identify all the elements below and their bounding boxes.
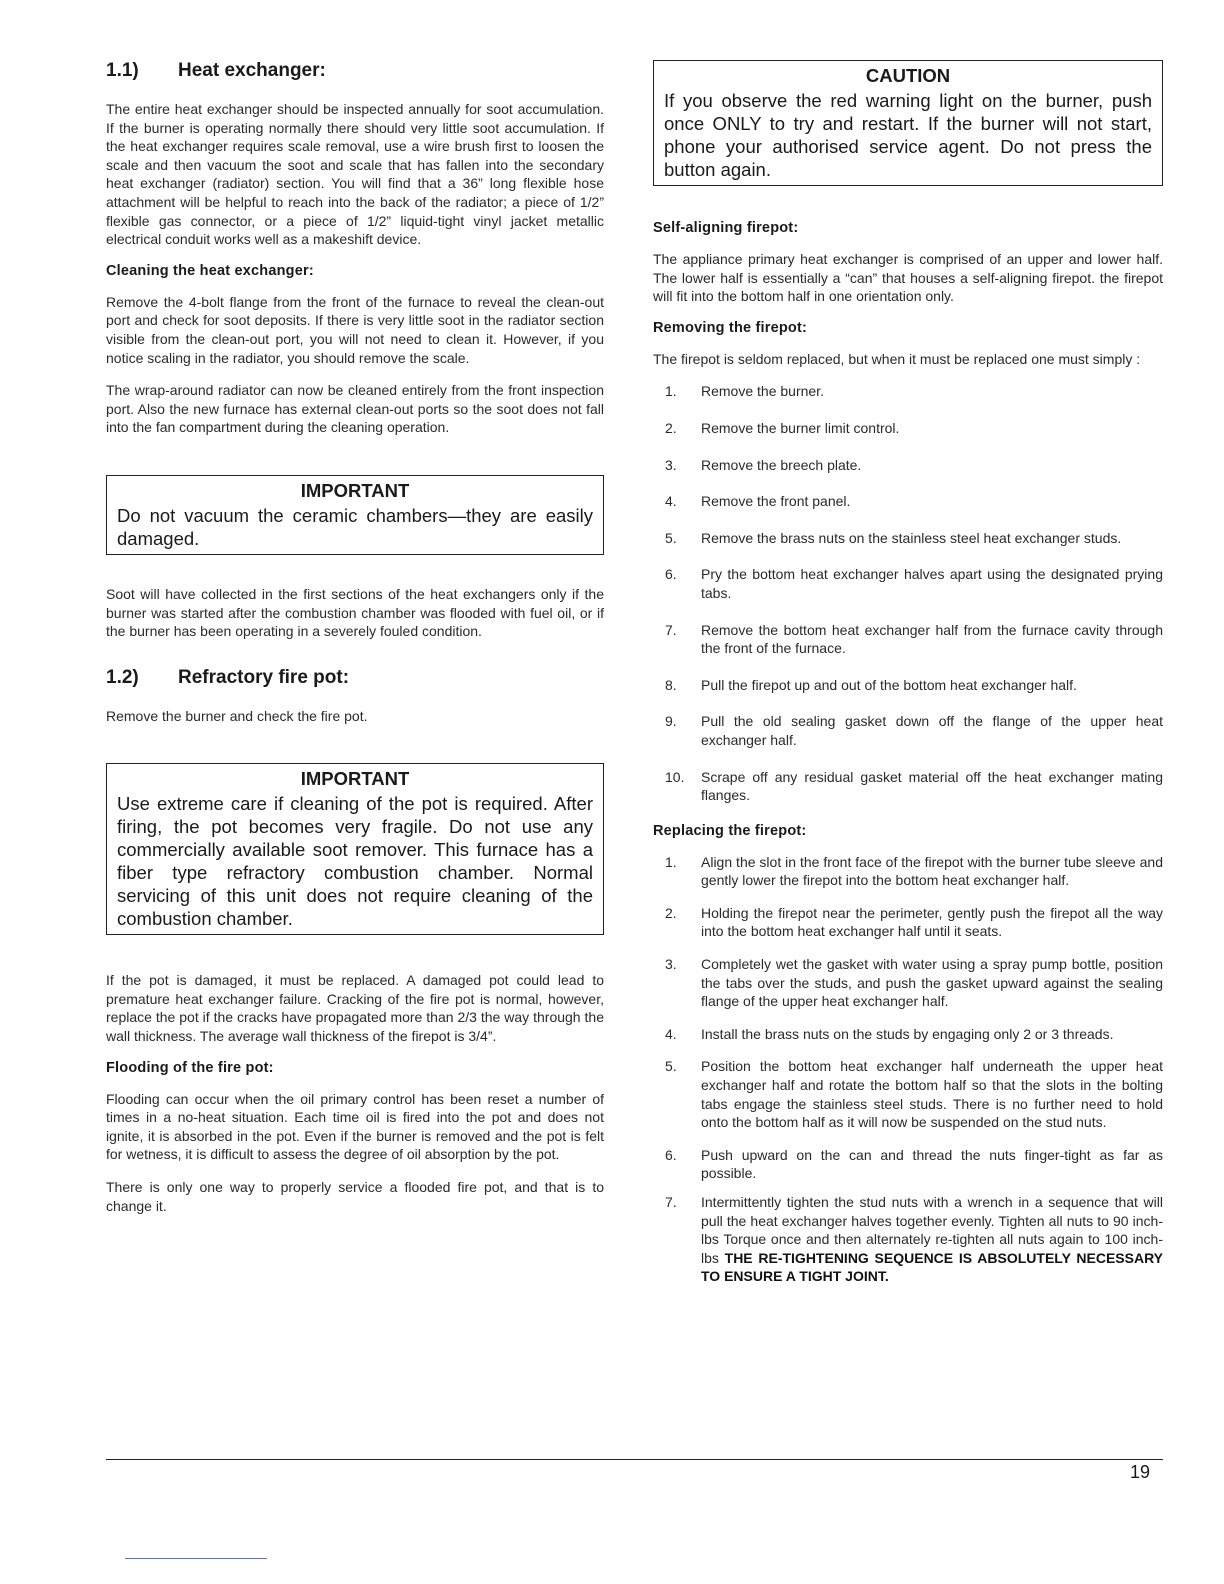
right-column [653, 60, 1163, 1300]
list-number: 1. [665, 853, 677, 870]
list-text: Pry the bottom heat exchanger halves apart using the designated prying tabs. [701, 566, 1163, 601]
list-text: Remove the brass nuts on the stainless steel heat exchanger studs. [701, 529, 1122, 546]
replacing-steps-list [653, 853, 1163, 1183]
list-number: 3. [665, 456, 677, 473]
list-number: 3. [665, 956, 677, 973]
list-text: Install the brass nuts on the studs by engaging only 2 or 3 threads. [701, 1025, 1114, 1042]
paragraph: Soot will have collected in the first sections of the heat exchangers only if the burner was started after the combustion chamber was flooded with fuel oil, or if the burner has been operating in a severely fouled condition. [106, 585, 604, 640]
important-box-cleaning-pot: IMPORTANT Use extreme care if cleaning of the pot is required. After firing, the pot becomes very fragile. Do not use any commercially available soot remover. This furnace has a fiber type refractory combustion chamber. Normal servicing of this unit does not require cleaning of the combustion chamber. [106, 763, 604, 935]
paragraph: The firepot is seldom replaced, but when it must be replaced one must simply : [653, 350, 1141, 367]
section-heading-heat-exchanger: 1.1) Heat exchanger: [106, 60, 326, 81]
subheading-flooding: Flooding of the fire pot: [106, 1059, 274, 1076]
list-text: Remove the burner limit control. [701, 419, 900, 436]
list-number: 2. [665, 419, 677, 436]
list-item [653, 712, 1163, 749]
list-text: Pull the old sealing gasket down off the flange of the upper heat exchanger half. [701, 713, 1163, 748]
subheading-removing: Removing the firepot: [653, 319, 808, 336]
paragraph: Flooding can occur when the oil primary control has been reset a number of times in a no-heat situation. Each time oil is fired into the pot and does not ignite, it is absorbed in the pot. Even if the burner is removed and the pot is felt for wetness, it is difficult to assess the degree of oil absorption by the pot. [106, 1090, 604, 1163]
list-text: Align the slot in the front face of the firepot with the burner tube sleeve and gently lower the firepot into the bottom heat exchanger half. [701, 853, 1163, 889]
list-item [653, 853, 1163, 890]
list-item: 7. Intermittently tighten the stud nuts with a wrench in a sequence that will pull the heat exchanger halves together evenly. Tighten all nuts to 90 inch-lbs Torque once and then alternately re-tighten all nuts again to 100 inch-lbs THE RE-TIGHTENING SEQUENCE IS ABSOLUTELY NECESSARY TO ENSURE A TIGHT JOINT. [665, 1194, 1163, 1285]
list-number: 2. [665, 904, 677, 921]
important-box-vacuum: IMPORTANT Do not vacuum the ceramic chambers—they are easily damaged. [106, 475, 604, 555]
underline-link-decoration [125, 1558, 267, 1559]
list-number: 6. [665, 566, 677, 583]
list-item [653, 1146, 1163, 1183]
list-number: 8. [665, 676, 677, 693]
list-number: 10. [665, 768, 685, 785]
removing-steps-list [653, 382, 1163, 804]
list-item [653, 768, 1163, 805]
list-item [653, 529, 1163, 548]
list-text: Push upward on the can and thread the nuts finger-tight as far as possible. [701, 1146, 1163, 1182]
list-number: 4. [665, 1025, 677, 1042]
left-column [106, 60, 604, 1229]
replacing-step-7 [653, 1193, 1163, 1286]
list-item [653, 1025, 1163, 1044]
list-item [653, 382, 1163, 401]
paragraph: Remove the 4-bolt flange from the front of the furnace to reveal the clean-out port and check for soot deposits. If there is very little soot in the radiator section visible from the clean-out port, you will not need to clean it. However, if you notice scaling in the radiator, you should remove the scale. [106, 293, 604, 366]
list-text: Remove the breech plate. [701, 456, 862, 473]
list-text: Holding the firepot near the perimeter, gently push the firepot all the way into the bottom heat exchanger half until it seats. [701, 904, 1163, 940]
footer-rule [106, 1459, 1163, 1460]
subheading-replacing: Replacing the firepot: [653, 822, 807, 839]
paragraph: If the pot is damaged, it must be replaced. A damaged pot could lead to premature heat exchanger failure. Cracking of the fire pot is normal, however, replace the pot if the cracks have propagated more than 2/3 the way through the wall thickness. The average wall thickness of the firepot is 3/4”. [106, 972, 604, 1045]
subheading-self-aligning: Self-aligning firepot: [653, 220, 799, 236]
list-number: 7. [665, 621, 677, 638]
list-item [653, 676, 1163, 695]
page-number: 19 [1129, 1462, 1150, 1482]
list-text: Completely wet the gasket with water using a spray pump bottle, position the tabs over the studs, and push the gasket upward against the sealing flange of the upper heat exchanger half. [701, 956, 1163, 1010]
list-text: Pull the firepot up and out of the bottom heat exchanger half. [701, 676, 1077, 693]
paragraph: There is only one way to properly service a flooded fire pot, and that is to change it. [106, 1179, 604, 1214]
list-number: 5. [665, 1058, 677, 1075]
list-item [653, 419, 1163, 438]
paragraph: Remove the burner and check the fire pot. [106, 707, 368, 724]
list-text: Remove the front panel. [701, 493, 851, 510]
paragraph: The appliance primary heat exchanger is comprised of an upper and lower half. The lower half is essentially a “can” that houses a self-aligning firepot. the firepot will fit into the bottom half in one orientation only. [653, 251, 1163, 305]
list-text: Remove the burner. [701, 383, 824, 400]
list-text: Remove the bottom heat exchanger half from the furnace cavity through the front of the furnace. [701, 621, 1163, 657]
list-item [653, 904, 1163, 941]
list-item [653, 621, 1163, 658]
list-item [653, 492, 1163, 511]
caution-box: CAUTION If you observe the red warning light on the burner, push once ONLY to try and restart. If the burner will not start, phone your authorised service agent. Do not press the button again. [653, 60, 1163, 186]
list-number: 4. [665, 493, 677, 510]
list-number: 5. [665, 529, 677, 546]
list-item [653, 1057, 1163, 1131]
list-text: Scrape off any residual gasket material off the heat exchanger mating flanges. [701, 768, 1163, 804]
paragraph: The entire heat exchanger should be inspected annually for soot accumulation. If the burner is operating normally there should very little soot accumulation. If the heat exchanger requires scale removal, use a wire brush first to loosen the scale and then vacuum the soot and scale that has fallen into the secondary heat exchanger (radiator) section. You will find that a 36” long flexible hose attachment will be helpful to reach into the back of the radiator; a piece of 1/2” flexible gas connector, or a piece of 1/2” liquid-tight vinyl jacket metallic electrical conduit works well as a makeshift device. [106, 101, 604, 248]
section-heading-refractory-fire-pot: 1.2) Refractory fire pot: [106, 666, 350, 688]
list-number: 1. [665, 383, 677, 400]
list-number: 6. [665, 1146, 677, 1163]
list-item [653, 565, 1163, 602]
list-item [653, 456, 1163, 475]
paragraph: The wrap-around radiator can now be cleaned entirely from the front inspection port. Also the new furnace has external clean-out ports so the soot does not fall into the fan compartment during the cleaning operation. [106, 382, 604, 436]
list-text: Position the bottom heat exchanger half underneath the upper heat exchanger half and rotate the bottom half so that the slots in the bolting tabs engage the stainless steel studs. There is no further need to hold onto the bottom half as it will now be suspended on the stud nuts. [701, 1058, 1163, 1131]
list-number: 9. [665, 713, 677, 730]
subheading-cleaning: Cleaning the heat exchanger: [106, 262, 314, 279]
list-item [653, 955, 1163, 1011]
